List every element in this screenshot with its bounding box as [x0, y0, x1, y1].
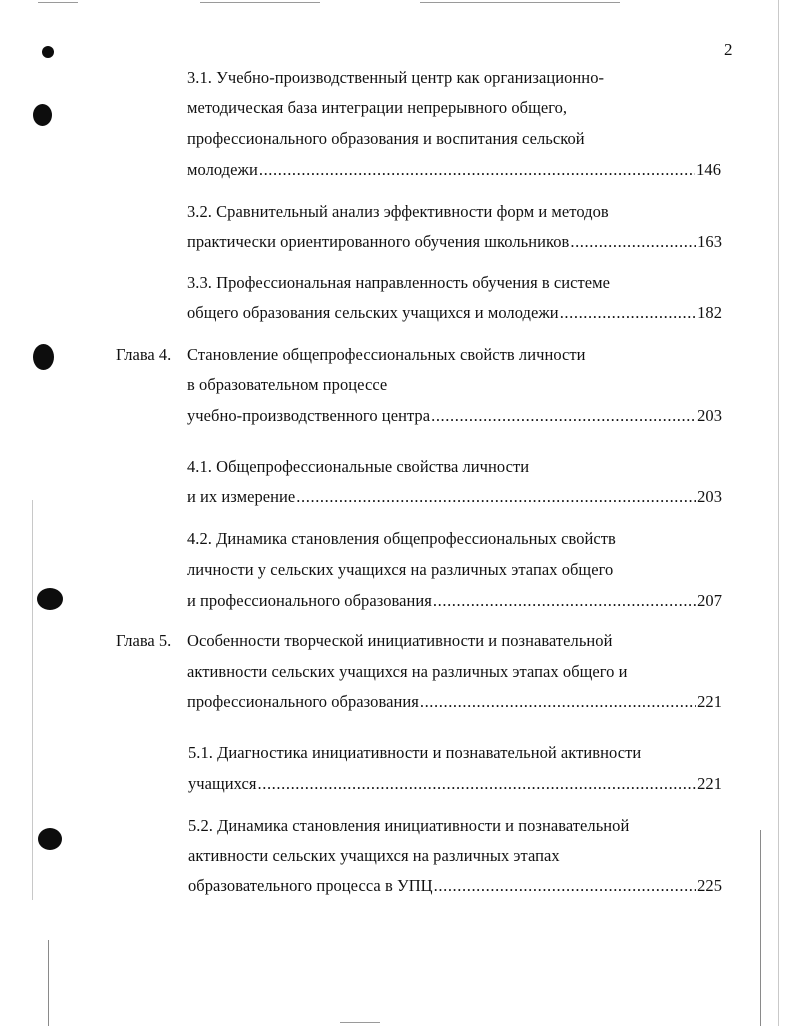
toc-3-3-entry-end	[187, 303, 722, 323]
dot-leader	[259, 160, 695, 180]
toc-5-1-line-2: учащихся	[188, 774, 257, 793]
toc-3-2-line-1: 3.2. Сравнительный анализ эффективности форм и методов	[187, 202, 609, 221]
toc-3-3-page: 182	[697, 303, 722, 322]
toc-4-1-line-1: 4.1. Общепрофессиональные свойства личности	[187, 457, 530, 476]
toc-ch4-page: 203	[697, 406, 722, 425]
toc-3-1-line-1: 3.1. Учебно-производственный центр как организационно-	[187, 68, 605, 87]
toc-4-2-entry-end	[187, 591, 722, 611]
dot-leader	[420, 692, 696, 712]
punch-hole-4	[37, 588, 63, 610]
toc-ch5-entry-end	[187, 692, 722, 712]
toc-5-2-line-3: образовательного процесса в УПЦ	[188, 876, 433, 895]
toc-3-2-line-2: практически ориентированного обучения школьников	[187, 232, 570, 251]
dot-leader	[433, 591, 696, 611]
toc-4-2-line-3: и профессионального образования	[187, 591, 432, 610]
dot-leader	[258, 774, 697, 794]
punch-hole-3	[33, 344, 54, 370]
dot-leader	[431, 406, 696, 426]
toc-3-2-page: 163	[697, 232, 722, 251]
toc-3-1-page: 146	[696, 160, 721, 179]
chapter-4-label: Глава 4.	[116, 345, 172, 364]
toc-5-2-page: 225	[697, 876, 722, 895]
punch-hole-1	[42, 46, 54, 58]
scan-edge-right	[778, 0, 779, 1026]
punch-hole-2	[33, 104, 52, 126]
toc-5-2-entry-end	[188, 876, 722, 896]
toc-ch4-line-2: в образовательном процессе	[187, 375, 388, 394]
toc-ch5-line-1: Особенности творческой инициативности и познавательной	[187, 631, 613, 650]
dot-leader	[434, 876, 696, 896]
toc-ch4-entry-end	[187, 406, 722, 426]
toc-ch5-page: 221	[697, 692, 722, 711]
dot-leader	[296, 487, 696, 507]
toc-5-1-entry-end	[188, 774, 722, 794]
page-number: 2	[724, 40, 733, 59]
toc-3-1-line-4: молодежи	[187, 160, 258, 179]
toc-5-1-page: 221	[697, 774, 722, 793]
toc-4-1-entry-end	[187, 487, 722, 507]
scan-edge-top-1	[38, 2, 78, 3]
toc-5-2-line-2: активности сельских учащихся на различных этапах	[188, 846, 560, 865]
toc-3-1-line-3: профессионального образования и воспитания сельской	[187, 129, 585, 148]
toc-4-2-line-2: личности у сельских учащихся на различных этапах общего	[187, 560, 614, 579]
dot-leader	[570, 232, 696, 252]
toc-3-3-line-2: общего образования сельских учащихся и молодежи	[187, 303, 559, 322]
toc-ch4-line-1: Становление общепрофессиональных свойств личности	[187, 345, 586, 364]
scan-edge-left-2	[48, 940, 49, 1026]
toc-3-1-line-2: методическая база интеграции непрерывного общего,	[187, 98, 568, 117]
toc-4-1-line-2: и их измерение	[187, 487, 296, 506]
scan-edge-bottom	[340, 1022, 380, 1023]
dot-leader	[560, 303, 696, 323]
toc-3-1-entry-end	[187, 160, 721, 180]
scan-edge-top-2	[200, 2, 320, 3]
toc-4-2-page: 207	[697, 591, 722, 610]
toc-4-2-line-1: 4.2. Динамика становления общепрофессиональных свойств	[187, 529, 616, 548]
toc-5-1-line-1: 5.1. Диагностика инициативности и познавательной активности	[188, 743, 642, 762]
toc-ch5-line-2: активности сельских учащихся на различных этапах общего и	[187, 662, 628, 681]
scan-edge-top-3	[420, 2, 620, 3]
toc-5-2-line-1: 5.2. Динамика становления инициативности и познавательной	[188, 816, 630, 835]
toc-3-2-entry-end	[187, 232, 722, 252]
scan-edge-right-2	[760, 830, 761, 1026]
toc-ch5-line-3: профессионального образования	[187, 692, 419, 711]
toc-ch4-line-3: учебно-производственного центра	[187, 406, 431, 425]
scan-edge-left	[32, 500, 33, 900]
toc-3-3-line-1: 3.3. Профессиональная направленность обучения в системе	[187, 273, 611, 292]
chapter-5-label: Глава 5.	[116, 631, 172, 650]
punch-hole-5	[38, 828, 62, 850]
toc-4-1-page: 203	[697, 487, 722, 506]
